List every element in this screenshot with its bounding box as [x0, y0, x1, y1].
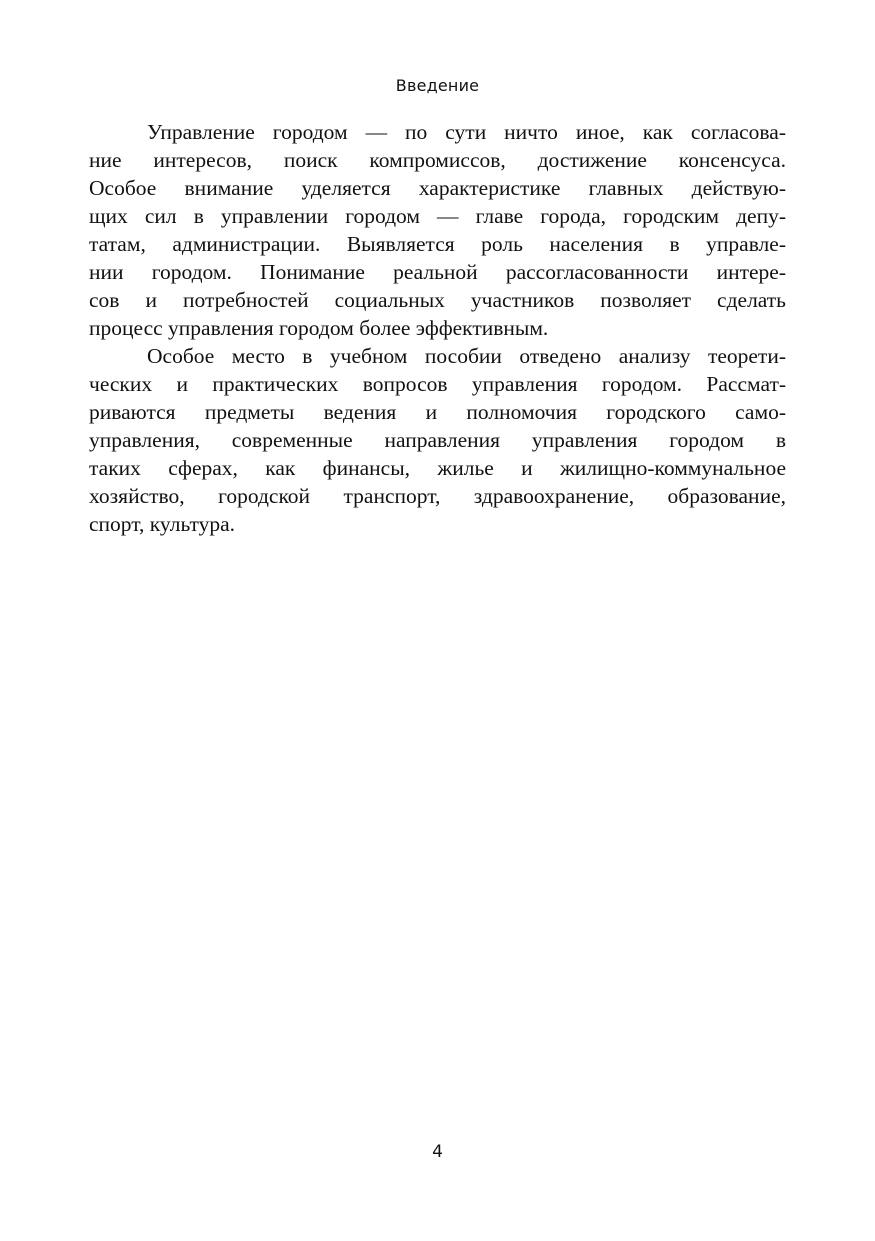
- text-line: Особое место в учебном пособии отведено анализу теорети-: [147, 344, 786, 368]
- text-line: спорт, культура.: [89, 512, 235, 536]
- text-line: процесс управления городом более эффективным.: [89, 316, 549, 340]
- text-line: таких сферах, как финансы, жилье и жилищно-коммунальное: [89, 456, 786, 480]
- text-line: Особое внимание уделяется характеристике главных действую-: [89, 176, 786, 200]
- page-number: 4: [432, 1142, 443, 1162]
- text-line: Управление городом — по сути ничто иное, как согласова-: [147, 120, 786, 144]
- text-line: ние интересов, поиск компромиссов, достижение консенсуса.: [89, 148, 786, 172]
- paragraph-1: [89, 118, 786, 342]
- text-line: ческих и практических вопросов управления городом. Рассмат-: [89, 372, 786, 396]
- section-title: Введение: [395, 76, 480, 95]
- text-line: хозяйство, городской транспорт, здравоохранение, образование,: [89, 484, 786, 508]
- text-line: нии городом. Понимание реальной рассогласованности интере-: [89, 260, 786, 284]
- body-text: [89, 118, 786, 538]
- text-line: щих сил в управлении городом — главе города, городским депу-: [89, 204, 786, 228]
- paragraph-2: [89, 342, 786, 538]
- text-line: татам, администрации. Выявляется роль населения в управле-: [89, 232, 786, 256]
- text-line: управления, современные направления управления городом в: [89, 428, 786, 452]
- text-line: риваются предметы ведения и полномочия городского само-: [89, 400, 786, 424]
- text-line: сов и потребностей социальных участников позволяет сделать: [89, 288, 786, 312]
